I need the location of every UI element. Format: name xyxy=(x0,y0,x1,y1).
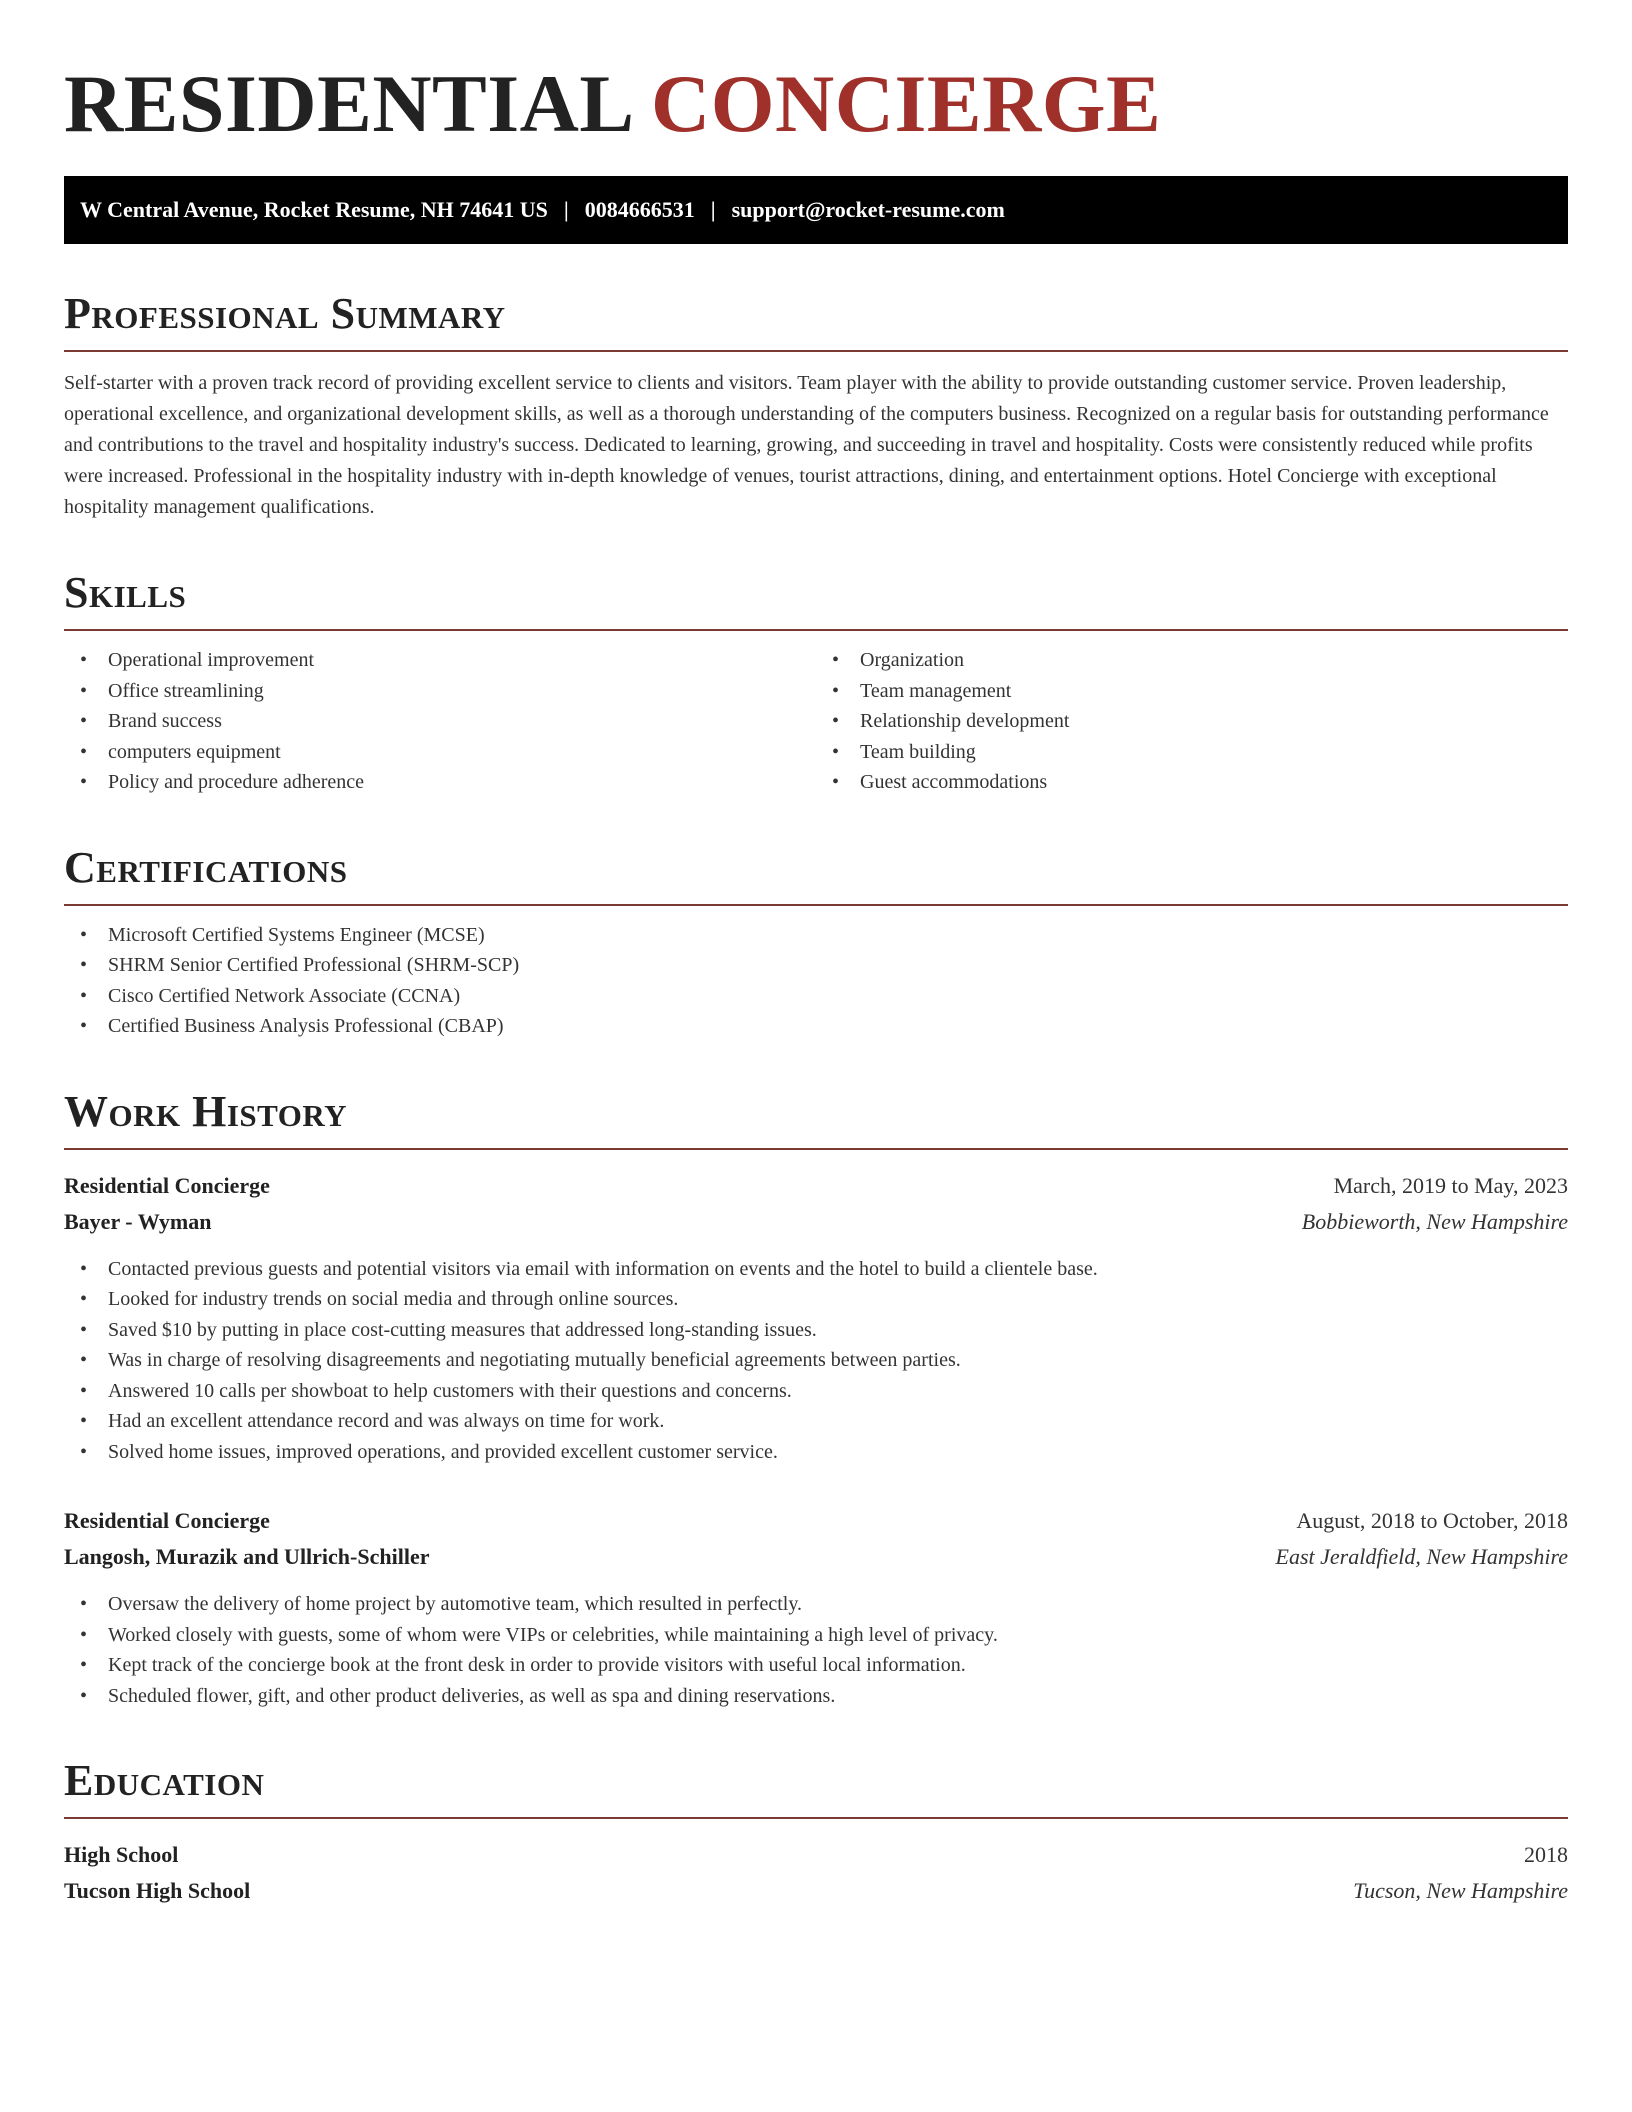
name-first: RESIDENTIAL xyxy=(64,58,631,149)
job-location: East Jeraldfield, New Hampshire xyxy=(1275,1544,1568,1569)
job-duty: • Worked closely with guests, some of whom were VIPs or celebrities, while maintaining a high level of privacy. xyxy=(64,1620,1568,1651)
education-degree: High School xyxy=(64,1842,179,1867)
skill-item: • Brand success xyxy=(64,706,816,737)
education-header-row xyxy=(64,1837,1568,1873)
job-entry xyxy=(64,1503,1568,1711)
contact-separator: | xyxy=(710,197,716,222)
education-section xyxy=(64,1755,1568,1909)
job-title: Residential Concierge xyxy=(64,1172,270,1198)
job-duty: • Looked for industry trends on social media and through online sources. xyxy=(64,1284,1568,1315)
job-dates: March, 2019 to May, 2023 xyxy=(1333,1172,1568,1198)
certifications-heading: Certifications xyxy=(64,842,1568,906)
education-school: Tucson High School xyxy=(64,1878,251,1903)
summary-section xyxy=(64,288,1568,523)
job-location: Bobbieworth, New Hampshire xyxy=(1301,1208,1568,1234)
job-company-row xyxy=(64,1539,1568,1575)
job-duty: • Oversaw the delivery of home project by automotive team, which resulted in perfectly. xyxy=(64,1589,1568,1620)
job-header-row xyxy=(64,1168,1568,1204)
job-company: Bayer - Wyman xyxy=(64,1208,212,1234)
job-company: Langosh, Murazik and Ullrich-Schiller xyxy=(64,1544,430,1569)
job-header-row xyxy=(64,1503,1568,1539)
education-heading: Education xyxy=(64,1755,1568,1819)
education-school-row xyxy=(64,1873,1568,1909)
certification-item: • Certified Business Analysis Professional (CBAP) xyxy=(64,1011,1568,1042)
skill-item: • Office streamlining xyxy=(64,676,816,707)
job-duty: • Solved home issues, improved operations, and provided excellent customer service. xyxy=(64,1437,1568,1468)
contact-separator: | xyxy=(563,197,569,222)
skills-list-right xyxy=(816,645,1568,798)
contact-phone: 0084666531 xyxy=(584,197,695,222)
summary-text: Self-starter with a proven track record of providing excellent service to clients and visitors. Team player with the ability to provide outstanding customer service. Proven leadership, operational excellence, and organizational development skills, as well as a thorough understanding of the computers business. Recognized on a regular basis for outstanding performance and contributions to the travel and hospitality industry's success. Dedicated to learning, growing, and succeeding in travel and hospitality. Costs were consistently reduced while profits were increased. Professional in the hospitality industry with in-depth knowledge of venues, tourist attractions, dining, and entertainment options. Hotel Concierge with exceptional hospitality management qualifications. xyxy=(64,372,1549,518)
job-duty: • Kept track of the concierge book at the front desk in order to provide visitors with useful local information. xyxy=(64,1650,1568,1681)
certification-item: • Cisco Certified Network Associate (CCNA) xyxy=(64,981,1568,1012)
resume-name xyxy=(64,0,1568,150)
name-last: CONCIERGE xyxy=(651,58,1162,149)
skills-grid xyxy=(64,631,1568,798)
skill-item: • Team building xyxy=(816,737,1568,768)
skill-item: • Organization xyxy=(816,645,1568,676)
certifications-list xyxy=(64,920,1568,1042)
skill-item: • Policy and procedure adherence xyxy=(64,767,816,798)
work-history-heading: Work History xyxy=(64,1086,1568,1150)
job-duty: • Answered 10 calls per showboat to help customers with their questions and concerns. xyxy=(64,1376,1568,1407)
skills-section xyxy=(64,567,1568,798)
job-duty: • Had an excellent attendance record and was always on time for work. xyxy=(64,1406,1568,1437)
certification-item: • Microsoft Certified Systems Engineer (MCSE) xyxy=(64,920,1568,951)
job-title: Residential Concierge xyxy=(64,1508,270,1533)
certification-item: • SHRM Senior Certified Professional (SHRM-SCP) xyxy=(64,950,1568,981)
skills-heading: Skills xyxy=(64,567,1568,631)
education-location: Tucson, New Hampshire xyxy=(1353,1878,1568,1903)
summary-heading: Professional Summary xyxy=(64,288,1568,352)
certifications-section xyxy=(64,842,1568,1042)
skill-item: • Operational improvement xyxy=(64,645,816,676)
education-entry xyxy=(64,1837,1568,1909)
job-duties xyxy=(64,1254,1568,1468)
contact-address: W Central Avenue, Rocket Resume, NH 74641 US xyxy=(80,197,548,222)
job-duties xyxy=(64,1589,1568,1711)
contact-bar xyxy=(64,176,1568,244)
job-company-row xyxy=(64,1204,1568,1240)
job-duty: • Contacted previous guests and potential visitors via email with information on events and the hotel to build a clientele base. xyxy=(64,1254,1568,1285)
skill-item: • Team management xyxy=(816,676,1568,707)
job-duty: • Scheduled flower, gift, and other product deliveries, as well as spa and dining reservations. xyxy=(64,1681,1568,1712)
job-duty: • Was in charge of resolving disagreements and negotiating mutually beneficial agreements between parties. xyxy=(64,1345,1568,1376)
skill-item: • Guest accommodations xyxy=(816,767,1568,798)
education-year: 2018 xyxy=(1524,1842,1568,1867)
skill-item: • Relationship development xyxy=(816,706,1568,737)
job-entry xyxy=(64,1168,1568,1468)
job-duty: • Saved $10 by putting in place cost-cutting measures that addressed long-standing issues. xyxy=(64,1315,1568,1346)
skill-item: • computers equipment xyxy=(64,737,816,768)
contact-email: support@rocket-resume.com xyxy=(731,197,1005,222)
skills-list-left xyxy=(64,645,816,798)
job-dates: August, 2018 to October, 2018 xyxy=(1296,1508,1568,1533)
work-history-section xyxy=(64,1086,1568,1712)
